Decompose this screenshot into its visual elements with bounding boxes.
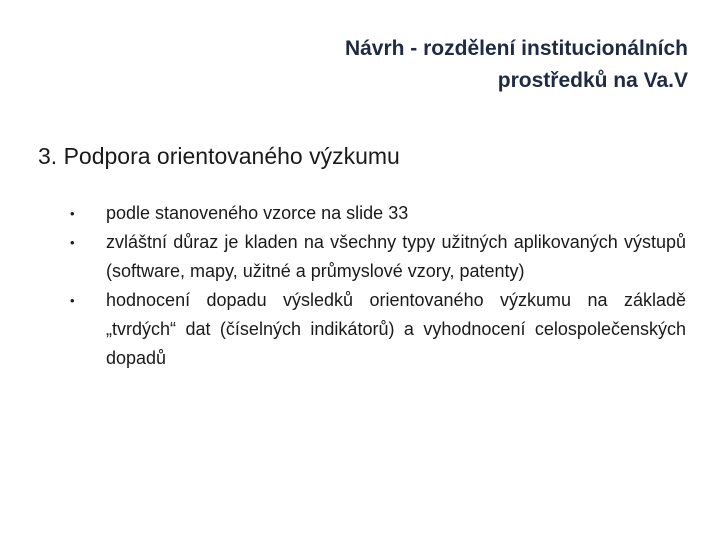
bullet-icon: • [70,206,75,221]
bullet-icon: • [70,293,75,308]
bullet-item [70,228,686,286]
bullet-list [70,199,686,373]
bullet-text: zvláštní důraz je kladen na všechny typy užitných aplikovaných výstupů (software, mapy, užitné a průmyslové vzory, patenty) [106,232,686,281]
bullet-item [70,199,686,228]
bullet-icon: • [70,235,75,250]
slide-title [188,33,688,97]
bullet-text: podle stanoveného vzorce na slide 33 [106,203,409,223]
slide-title-line-1: Návrh - rozdělení institucionálních [344,37,688,60]
bullet-text: hodnocení dopadu výsledků orientovaného výzkumu na základě „tvrdých“ dat (číselných indikátorů) a vyhodnocení celospolečenských dopadů [106,290,686,368]
section-heading: 3. Podpora orientovaného výzkumu [38,143,400,169]
slide-title-line-2: prostředků na Va.V [497,69,688,92]
bullet-item [70,286,686,373]
